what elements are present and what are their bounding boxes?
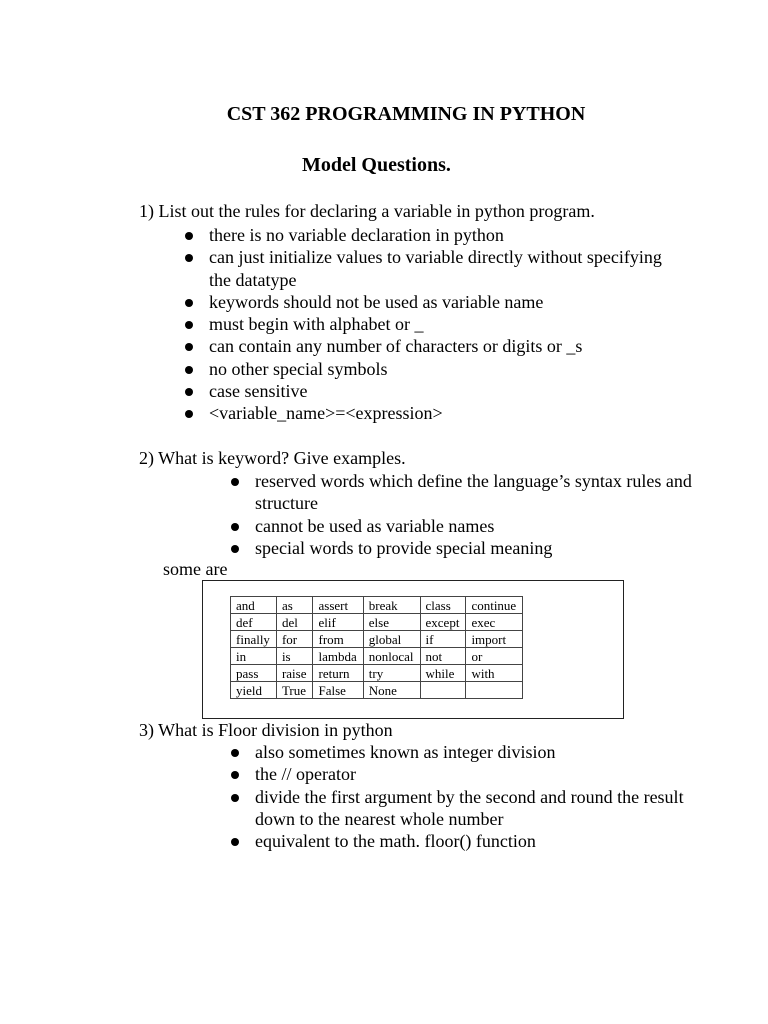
table-cell: del bbox=[276, 614, 313, 631]
list-item: must begin with alphabet or _ bbox=[209, 313, 669, 335]
table-cell: lambda bbox=[313, 648, 363, 665]
table-cell bbox=[420, 682, 466, 699]
table-cell: while bbox=[420, 665, 466, 682]
question-1-answer-list bbox=[209, 224, 669, 425]
table-cell: elif bbox=[313, 614, 363, 631]
table-cell: False bbox=[313, 682, 363, 699]
table-cell: in bbox=[231, 648, 277, 665]
table-cell: assert bbox=[313, 597, 363, 614]
question-2: 2) What is keyword? Give examples. bbox=[139, 448, 406, 468]
list-item: can contain any number of characters or digits or _s bbox=[209, 335, 669, 357]
table-cell: yield bbox=[231, 682, 277, 699]
list-item: keywords should not be used as variable name bbox=[209, 291, 669, 313]
table-cell: with bbox=[466, 665, 523, 682]
table-cell: is bbox=[276, 648, 313, 665]
bullet-icon bbox=[231, 838, 239, 846]
question-3: 3) What is Floor division in python bbox=[139, 720, 393, 740]
table-cell: nonlocal bbox=[363, 648, 420, 665]
table-row bbox=[231, 614, 523, 631]
bullet-icon bbox=[231, 771, 239, 779]
table-row bbox=[231, 597, 523, 614]
list-item: cannot be used as variable names bbox=[255, 515, 715, 537]
table-cell: as bbox=[276, 597, 313, 614]
table-row bbox=[231, 631, 523, 648]
table-row bbox=[231, 682, 523, 699]
list-item: also sometimes known as integer division bbox=[255, 741, 715, 763]
table-cell: continue bbox=[466, 597, 523, 614]
bullet-icon bbox=[185, 410, 193, 418]
bullet-icon bbox=[231, 749, 239, 757]
list-item: no other special symbols bbox=[209, 358, 669, 380]
list-item: case sensitive bbox=[209, 380, 669, 402]
table-cell: global bbox=[363, 631, 420, 648]
table-cell: raise bbox=[276, 665, 313, 682]
question-1: 1) List out the rules for declaring a variable in python program. bbox=[139, 201, 595, 221]
table-cell: exec bbox=[466, 614, 523, 631]
list-item: special words to provide special meaning bbox=[255, 537, 715, 559]
table-cell: return bbox=[313, 665, 363, 682]
document-subtitle: Model Questions. bbox=[302, 154, 451, 176]
list-item: divide the first argument by the second and round the result down to the nearest whole number bbox=[255, 786, 715, 831]
bullet-icon bbox=[185, 254, 193, 262]
table-cell: for bbox=[276, 631, 313, 648]
bullet-icon bbox=[185, 321, 193, 329]
document-title: CST 362 PROGRAMMING IN PYTHON bbox=[226, 103, 586, 125]
bullet-icon bbox=[185, 366, 193, 374]
list-item: equivalent to the math. floor() function bbox=[255, 830, 715, 852]
bullet-icon bbox=[231, 478, 239, 486]
table-row bbox=[231, 665, 523, 682]
table-cell: try bbox=[363, 665, 420, 682]
table-cell: not bbox=[420, 648, 466, 665]
list-item: <variable_name>=<expression> bbox=[209, 402, 669, 424]
table-cell: True bbox=[276, 682, 313, 699]
keywords-table bbox=[230, 596, 523, 699]
table-cell: def bbox=[231, 614, 277, 631]
table-cell: class bbox=[420, 597, 466, 614]
bullet-icon bbox=[231, 545, 239, 553]
list-item: the // operator bbox=[255, 763, 715, 785]
bullet-icon bbox=[185, 388, 193, 396]
list-item: reserved words which define the language’s syntax rules and structure bbox=[255, 470, 715, 515]
table-cell: and bbox=[231, 597, 277, 614]
question-3-answer-list bbox=[255, 741, 715, 852]
bullet-icon bbox=[185, 232, 193, 240]
table-row bbox=[231, 648, 523, 665]
keywords-figure bbox=[202, 580, 624, 719]
table-cell: except bbox=[420, 614, 466, 631]
bullet-icon bbox=[231, 523, 239, 531]
bullet-icon bbox=[231, 794, 239, 802]
table-cell: from bbox=[313, 631, 363, 648]
question-2-answer-list bbox=[255, 470, 715, 559]
table-cell: pass bbox=[231, 665, 277, 682]
table-cell: None bbox=[363, 682, 420, 699]
table-cell: import bbox=[466, 631, 523, 648]
list-item: can just initialize values to variable directly without specifying the datatype bbox=[209, 246, 669, 291]
table-cell: break bbox=[363, 597, 420, 614]
list-item: there is no variable declaration in python bbox=[209, 224, 669, 246]
table-cell: if bbox=[420, 631, 466, 648]
bullet-icon bbox=[185, 343, 193, 351]
some-are-label: some are bbox=[163, 559, 228, 579]
table-cell: or bbox=[466, 648, 523, 665]
table-cell: finally bbox=[231, 631, 277, 648]
table-cell: else bbox=[363, 614, 420, 631]
bullet-icon bbox=[185, 299, 193, 307]
table-cell bbox=[466, 682, 523, 699]
